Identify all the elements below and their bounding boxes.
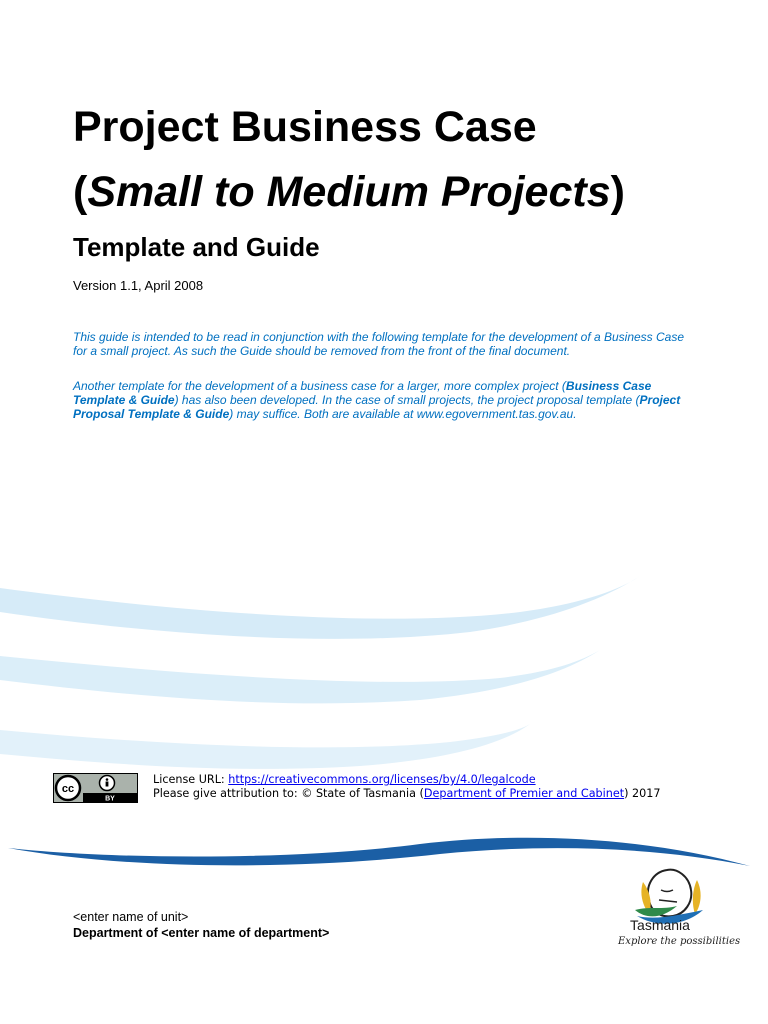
by-badge-text: BY — [105, 795, 115, 803]
license-url-line — [153, 773, 661, 787]
attribution-suffix: ) 2017 — [624, 787, 661, 800]
paren-close: ) — [610, 168, 625, 216]
cc-badge-text: cc — [61, 783, 75, 795]
attribution-prefix: Please give attribution to: © State of Tasmania ( — [153, 787, 424, 800]
cc-by-license-badge[interactable] — [53, 773, 138, 803]
scope-text: Small to Medium Projects — [87, 168, 611, 216]
wave-2 — [0, 650, 600, 703]
paren-open: ( — [73, 168, 88, 216]
document-subtitle: Template and Guide — [73, 232, 320, 262]
license-url-label: License URL: — [153, 773, 229, 786]
guide-text-e: ) may suffice. Both are available at www.egovernment.tas.gov.au. — [229, 407, 577, 421]
guide-paragraph-1: This guide is intended to be read in conjunction with the following template for the development of a Business Case for a small project. As such the Guide should be removed from the front of the final document. — [73, 330, 685, 358]
decorative-waves — [0, 560, 680, 790]
attribution-person-icon — [106, 778, 109, 781]
department-name-placeholder: Department of <enter name of department> — [73, 926, 330, 940]
project-proposal-template-ref: Project Proposal Template & Guide — [73, 393, 681, 421]
license-info — [153, 773, 661, 801]
guide-text-a: Another template for the development of a business case for a larger, more complex project ( — [73, 379, 566, 393]
wave-1 — [0, 576, 640, 639]
document-title: Project Business Case — [73, 103, 537, 151]
guide-text-c: ) has also been developed. In the case of small projects, the project proposal template ( — [174, 393, 640, 407]
document-title-scope — [73, 167, 625, 217]
attribution-line — [153, 787, 661, 801]
wave-3 — [0, 724, 530, 769]
version-text: Version 1.1, April 2008 — [73, 278, 204, 293]
tasmania-logo-name: Tasmania — [630, 917, 690, 933]
business-case-template-ref: Business Case Template & Guide — [73, 379, 652, 407]
tasmania-logo-tagline: Explore the possibilities — [618, 936, 741, 947]
guide-paragraph-2 — [73, 379, 693, 421]
license-url-link[interactable]: https://creativecommons.org/licenses/by/4.0/legalcode — [228, 773, 536, 786]
unit-name-placeholder: <enter name of unit> — [73, 910, 189, 924]
department-link[interactable]: Department of Premier and Cabinet — [423, 787, 625, 800]
